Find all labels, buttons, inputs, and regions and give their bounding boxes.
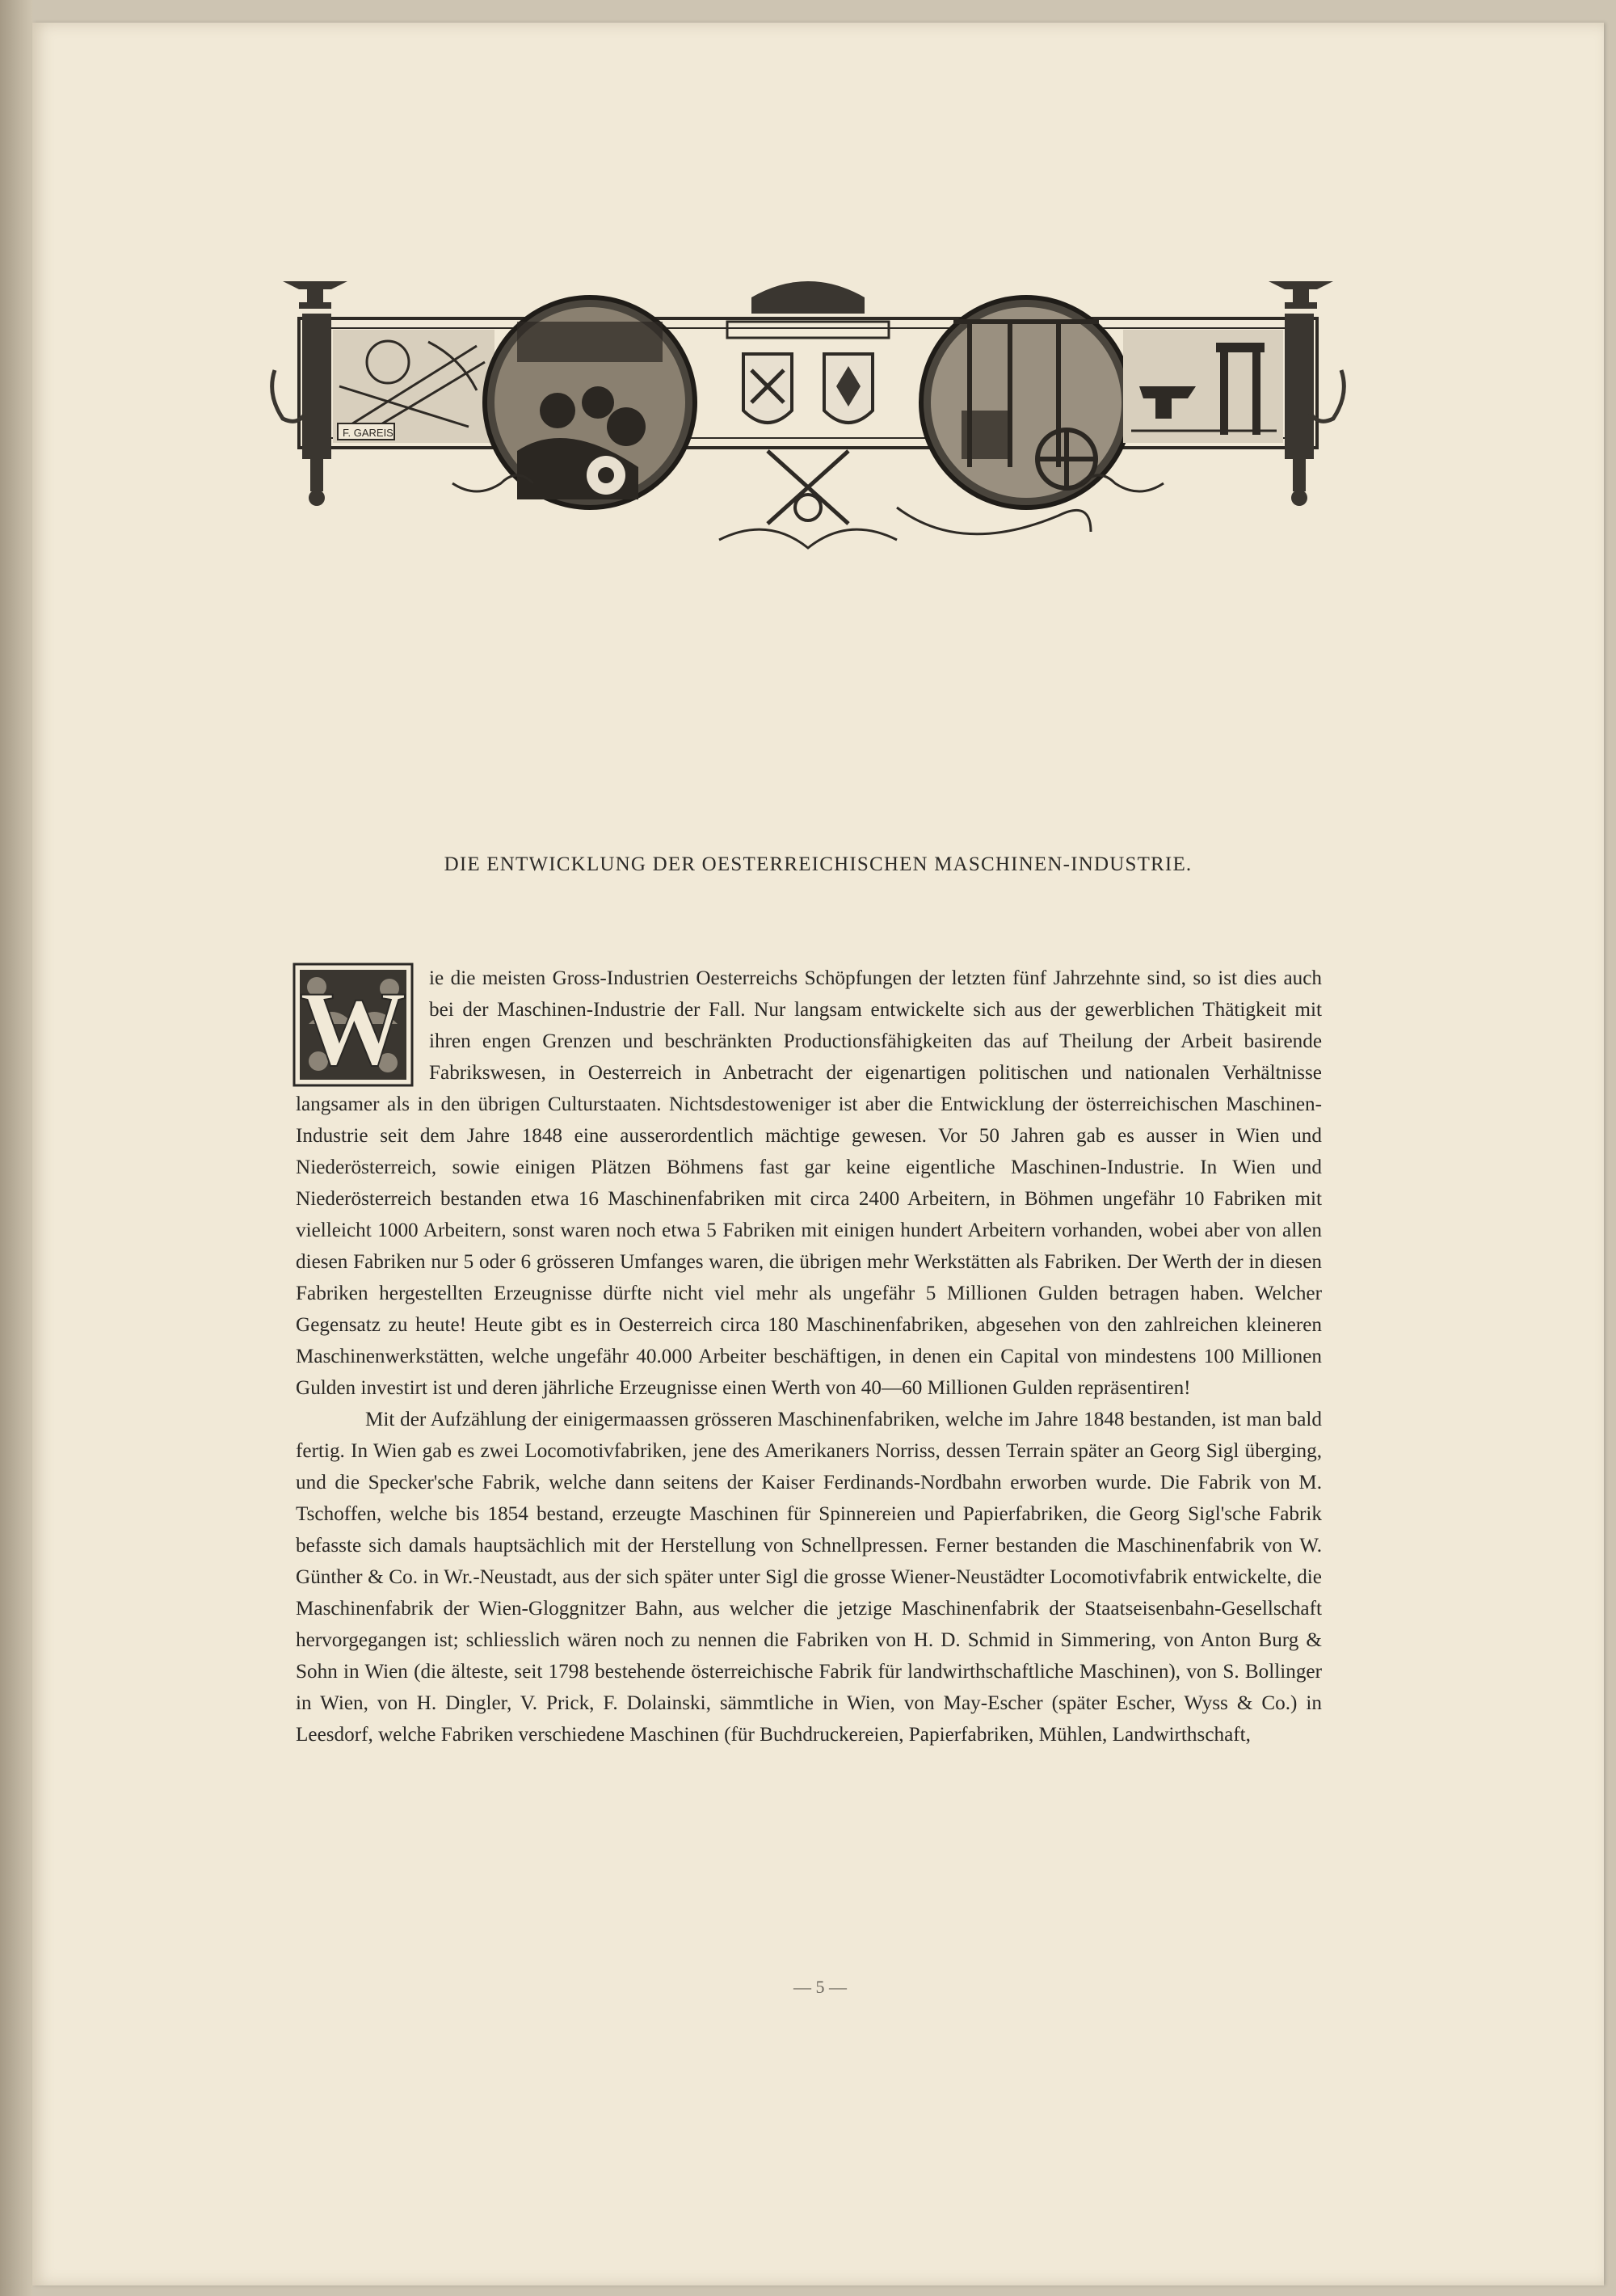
drop-cap-letter: W <box>300 969 406 1087</box>
book-page <box>32 23 1604 2285</box>
paragraph-2: Mit der Aufzählung der einigermaassen grösseren Maschinenfabriken, welche im Jahre 1848 bestanden, ist man bald fertig. In Wien gab es zwei Locomotivfabriken, jene des Amerikaners Norriss, dessen Terrain später an Georg Sigl überging, und die Specker'sche Fabrik, welche dann seitens der Kaiser Ferdinands-Nordbahn erworben wurde. Die Fabrik von M. Tschoffen, welche bis 1854 bestand, erzeugte Maschinen für Spinnereien und Papierfabriken, die Georg Sigl'sche Fabrik befasste sich damals hauptsächlich mit der Herstellung von Schnellpressen. Ferner bestanden die Maschinenfabrik von W. Günther & Co. in Wr.-Neustadt, aus der sich später unter Sigl die grosse Wiener-Neustädter Locomotivfabrik entwickelte, die Maschinenfabrik der Wien-Gloggnitzer Bahn, aus welcher die jetzige Maschinenfabrik der Staatseisenbahn-Gesellschaft hervorgegangen ist; schliesslich wären noch zu nennen die Fabriken von H. D. Schmid in Simmering, von Anton Burg & Sohn in Wien (die älteste, seit 1798 bestehende österreichische Fabrik für landwirthschaftliche Maschinen), von S. Bollinger in Wien, von H. Dingler, V. Prick, F. Dolainski, sämmtliche in Wien, von May-Escher (später Escher, Wyss & Co.) in Leesdorf, welche Fabriken verschiedene Maschinen (für Buchdruckereien, Papierfabriken, Mühlen, Landwirthschaft, <box>296 1409 1322 1746</box>
left-anvil-ornament <box>283 281 347 309</box>
body-text <box>296 963 1322 1750</box>
left-panel-engraving <box>333 330 494 443</box>
paragraph-1: ie die meisten Gross-Industrien Oesterreichs Schöpfungen der letzten fünf Jahrzehnte sind, so ist dies auch bei der Maschinen-Industrie der Fall. Nur langsam entwickelte sich aus der gewerblichen Thätigkeit mit ihren engen Grenzen und beschränkten Productionsfähigkeiten das auf Theilung der Arbeit basirende Fabrikswesen, in Oesterreich in Anbetracht der eigenartigen politischen und nationalen Verhältnisse langsamer als in den übrigen Culturstaaten. Nichtsdestoweniger ist aber die Entwicklung der österreichischen Maschinen-Industrie seit dem Jahre 1848 eine ausserordentlich mächtige gewesen. Vor 50 Jahren gab es ausser in Wien und Niederösterreich, sowie einigen Plätzen Böhmens fast gar keine eigentliche Maschinen-Industrie. In Wien und Niederösterreich bestanden etwa 16 Maschinenfabriken mit circa 2400 Arbeitern, in Böhmen ungefähr 10 Fabriken mit vielleicht 1000 Arbeitern, sonst waren noch etwa 5 Fabriken mit einigen hundert Arbeitern vorhanden, wobei aber von allen diesen Fabriken nur 5 oder 6 grösseren Umfanges waren, die übrigen mehr Werkstätten als Fabriken. Der Werth der in diesen Fabriken hergestellten Erzeugnisse dürfte nicht viel mehr als ungefähr 5 Millionen Gulden betragen haben. Welcher Gegensatz zu heute! Heute gibt es in Oesterreich circa 180 Maschinenfabriken, abgesehen von den zahlreichen kleineren Maschinenwerkstätten, welche ungefähr 40.000 Arbeiter beschäftigen, in denen ein Capital von mindestens 100 Millionen Gulden investirt ist und deren jährliche Erzeugnisse einen Werth von 40—60 Millionen Gulden repräsentiren! <box>296 967 1322 1399</box>
right-panel-engraving <box>1123 330 1283 443</box>
engraved-headpiece-illustration <box>267 265 1349 572</box>
chapter-title: DIE ENTWICKLUNG DER OESTERREICHISCHEN MASCHINEN-INDUSTRIE. <box>444 853 1193 875</box>
right-column-ornament <box>1285 314 1344 506</box>
book-spine-shadow <box>0 0 32 2296</box>
illustrator-signature: F. GAREIS <box>343 427 393 439</box>
right-anvil-ornament <box>1269 281 1333 309</box>
page-number: — 5 — <box>793 1977 847 1997</box>
left-column-ornament <box>272 314 331 506</box>
